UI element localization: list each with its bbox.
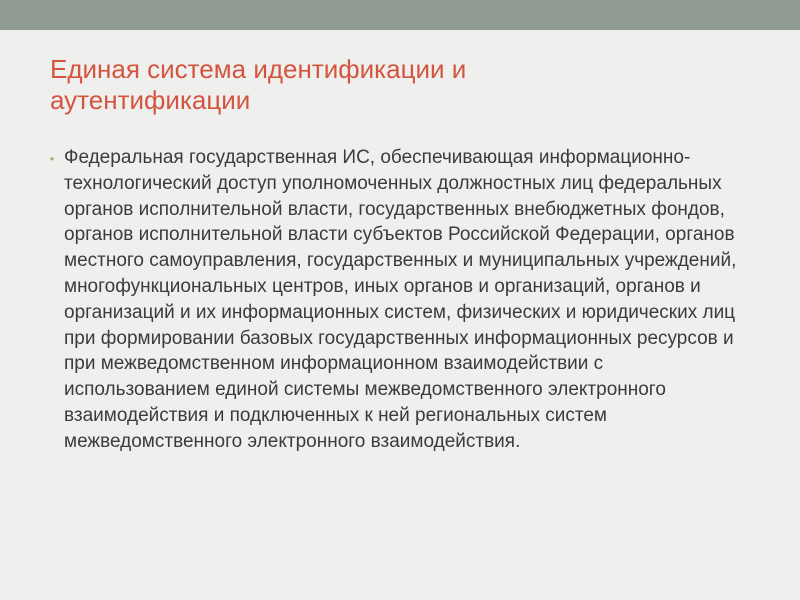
bullet-text: Федеральная государственная ИС, обеспечивающая информационно-технологический доступ уполномоченных должностных лиц федеральных органов исполнительной власти, государственных внебюджетных фондов, органов исполнительной власти субъектов Российской Федерации, органов местного самоуправления, государственных и муниципальных учреждений, многофункциональных центров, иных органов и организаций, органов и организаций и их информационных систем, физических и юридических лиц при формировании базовых государственных информационных ресурсов и при межведомственном информационном взаимодействии с использованием единой системы межведомственного электронного взаимодействия и подключенных к ней региональных систем межведомственного электронного взаимодействия. (64, 147, 737, 452)
top-accent-bar (0, 0, 800, 30)
bullet-dot-icon: • (50, 152, 55, 166)
slide-content (50, 145, 750, 455)
bullet-item (50, 145, 750, 455)
slide-title: Единая система идентификации и аутентификации (50, 54, 467, 115)
